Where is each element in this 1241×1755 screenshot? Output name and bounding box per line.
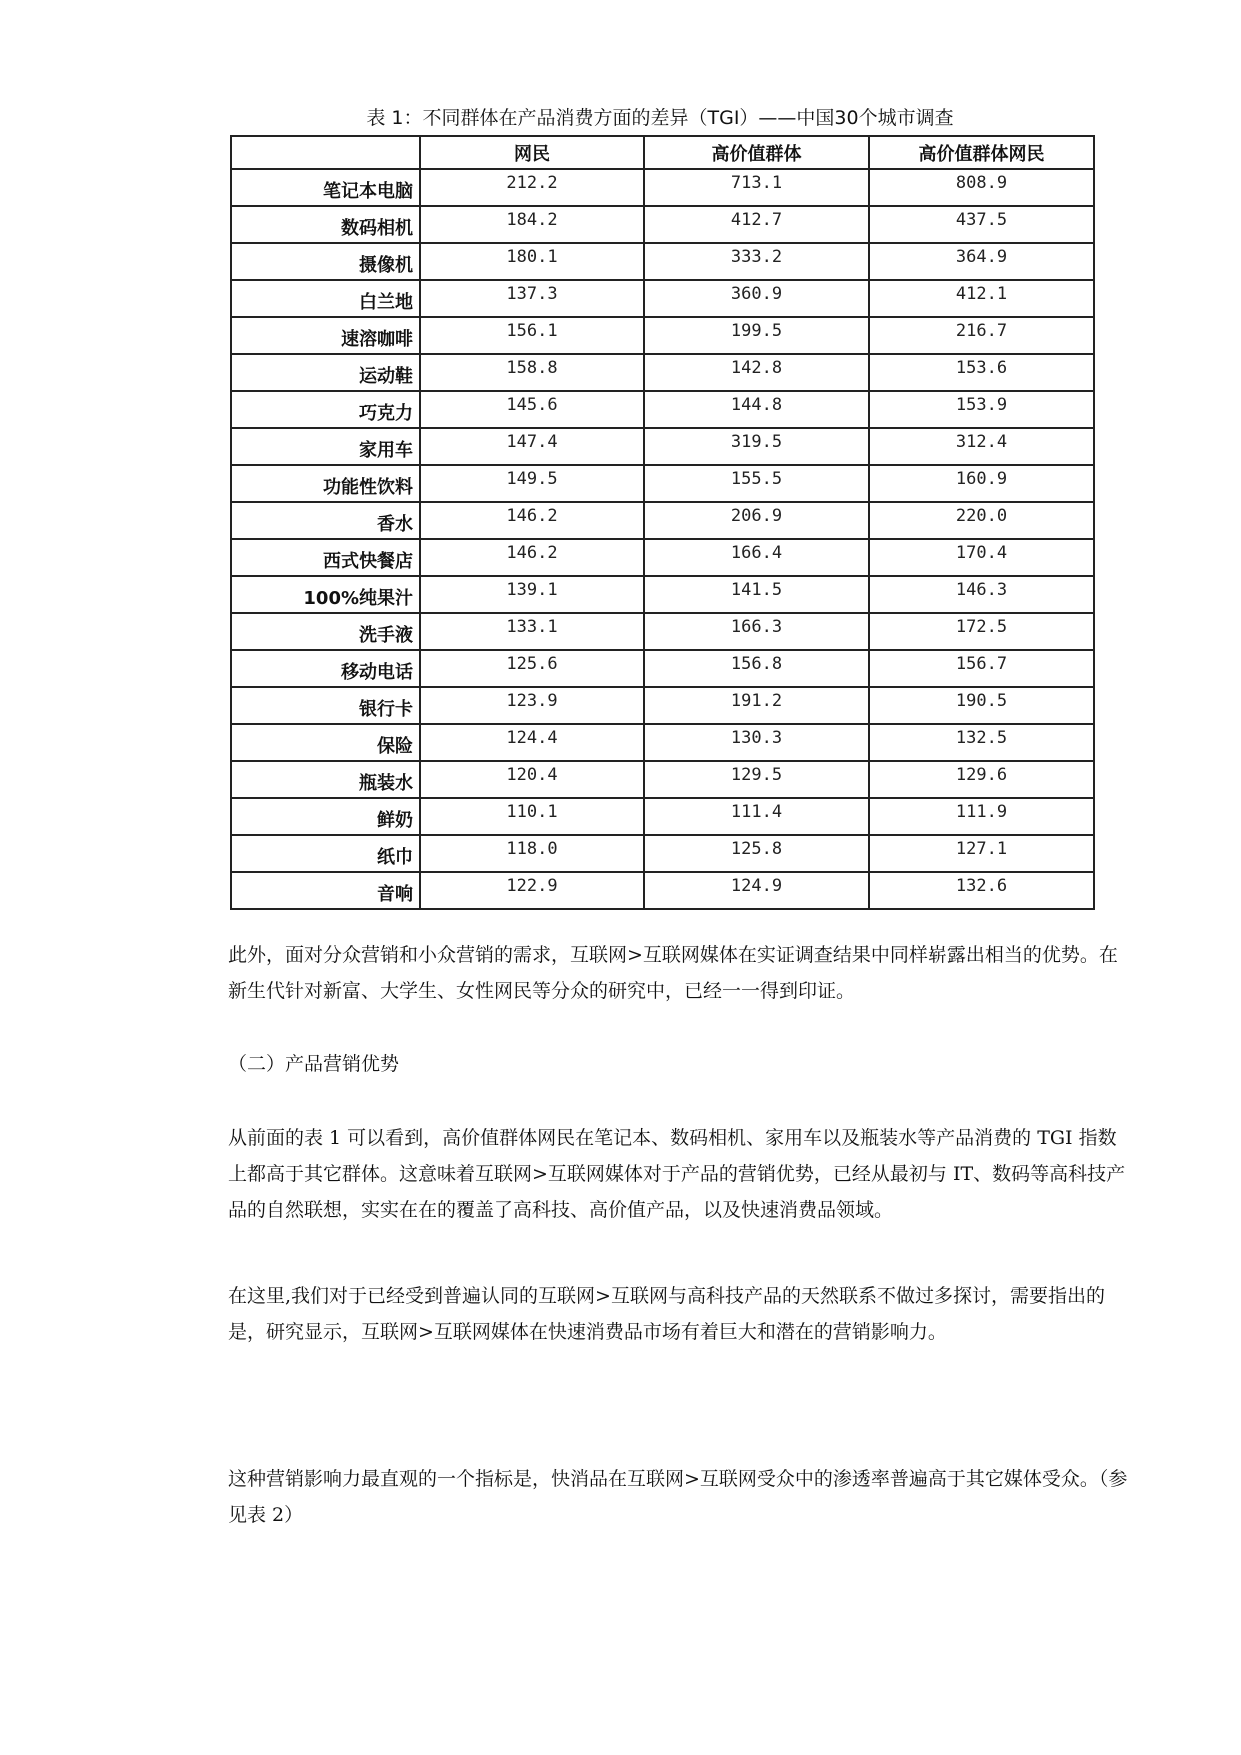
- table-row: [231, 872, 1094, 909]
- paragraph-4: 在这里,我们对于已经受到普遍认同的互联网>互联网与高科技产品的天然联系不做过多探讨，需要指出的是，研究显示，互联网>互联网媒体在快速消费品市场有着巨大和潜在的营销影响力。: [228, 1285, 1105, 1343]
- value-cell: 124.4: [420, 724, 644, 761]
- value-cell: 160.9: [869, 465, 1094, 502]
- value-cell: 156.1: [420, 317, 644, 354]
- value-cell: 808.9: [869, 169, 1094, 206]
- value-cell: 132.6: [869, 872, 1094, 909]
- table-row: [231, 798, 1094, 835]
- value-cell: 158.8: [420, 354, 644, 391]
- value-cell: 137.3: [420, 280, 644, 317]
- value-cell: 145.6: [420, 391, 644, 428]
- value-cell: 191.2: [644, 687, 869, 724]
- paragraph-1: 此外，面对分众营销和小众营销的需求，互联网>互联网媒体在实证调查结果中同样崭露出相当的优势。在新生代针对新富、大学生、女性网民等分众的研究中，已经一一得到印证。: [228, 944, 1118, 1002]
- value-cell: 437.5: [869, 206, 1094, 243]
- value-cell: 149.5: [420, 465, 644, 502]
- table-row: [231, 206, 1094, 243]
- table-row: [231, 724, 1094, 761]
- table-row: [231, 317, 1094, 354]
- row-label-cell: 保险: [231, 724, 420, 761]
- value-cell: 156.8: [644, 650, 869, 687]
- row-label-cell: 西式快餐店: [231, 539, 420, 576]
- value-cell: 125.8: [644, 835, 869, 872]
- value-cell: 333.2: [644, 243, 869, 280]
- value-cell: 146.2: [420, 502, 644, 539]
- value-cell: 713.1: [644, 169, 869, 206]
- table-row: [231, 391, 1094, 428]
- table-row: [231, 613, 1094, 650]
- value-cell: 166.3: [644, 613, 869, 650]
- value-cell: 216.7: [869, 317, 1094, 354]
- value-cell: 155.5: [644, 465, 869, 502]
- value-cell: 146.3: [869, 576, 1094, 613]
- value-cell: 212.2: [420, 169, 644, 206]
- value-cell: 184.2: [420, 206, 644, 243]
- value-cell: 122.9: [420, 872, 644, 909]
- table-row: [231, 687, 1094, 724]
- table-row: [231, 761, 1094, 798]
- value-cell: 141.5: [644, 576, 869, 613]
- row-label-cell: 笔记本电脑: [231, 169, 420, 206]
- value-cell: 125.6: [420, 650, 644, 687]
- value-cell: 412.1: [869, 280, 1094, 317]
- value-cell: 111.4: [644, 798, 869, 835]
- value-cell: 199.5: [644, 317, 869, 354]
- table-row: [231, 539, 1094, 576]
- row-label-cell: 白兰地: [231, 280, 420, 317]
- table-row: [231, 354, 1094, 391]
- header-cell: [231, 136, 420, 169]
- value-cell: 312.4: [869, 428, 1094, 465]
- table-header-row: [231, 136, 1094, 169]
- table-row: [231, 280, 1094, 317]
- table-row: [231, 243, 1094, 280]
- value-cell: 172.5: [869, 613, 1094, 650]
- row-label-cell: 音响: [231, 872, 420, 909]
- row-label-cell: 家用车: [231, 428, 420, 465]
- value-cell: 206.9: [644, 502, 869, 539]
- value-cell: 360.9: [644, 280, 869, 317]
- row-label-cell: 摄像机: [231, 243, 420, 280]
- value-cell: 111.9: [869, 798, 1094, 835]
- value-cell: 144.8: [644, 391, 869, 428]
- table-row: [231, 428, 1094, 465]
- value-cell: 130.3: [644, 724, 869, 761]
- row-label-cell: 鲜奶: [231, 798, 420, 835]
- section-heading: （二）产品营销优势: [228, 1053, 400, 1075]
- value-cell: 153.9: [869, 391, 1094, 428]
- row-label-cell: 银行卡: [231, 687, 420, 724]
- value-cell: 319.5: [644, 428, 869, 465]
- value-cell: 156.7: [869, 650, 1094, 687]
- value-cell: 364.9: [869, 243, 1094, 280]
- row-label-cell: 纸巾: [231, 835, 420, 872]
- value-cell: 139.1: [420, 576, 644, 613]
- value-cell: 118.0: [420, 835, 644, 872]
- row-label-cell: 移动电话: [231, 650, 420, 687]
- value-cell: 124.9: [644, 872, 869, 909]
- value-cell: 220.0: [869, 502, 1094, 539]
- table-title: 表 1：不同群体在产品消费方面的差异（TGI）——中国30个城市调查: [366, 107, 954, 129]
- value-cell: 120.4: [420, 761, 644, 798]
- row-label-cell: 运动鞋: [231, 354, 420, 391]
- table-row: [231, 465, 1094, 502]
- value-cell: 142.8: [644, 354, 869, 391]
- row-label-cell: 速溶咖啡: [231, 317, 420, 354]
- value-cell: 127.1: [869, 835, 1094, 872]
- header-cell: 高价值群体: [644, 136, 869, 169]
- row-label-cell: 100%纯果汁: [231, 576, 420, 613]
- table-row: [231, 169, 1094, 206]
- value-cell: 166.4: [644, 539, 869, 576]
- row-label-cell: 数码相机: [231, 206, 420, 243]
- table-row: [231, 650, 1094, 687]
- paragraph-5: 这种营销影响力最直观的一个指标是，快消品在互联网>互联网受众中的渗透率普遍高于其它媒体受众。（参见表 2）: [228, 1468, 1128, 1526]
- value-cell: 129.6: [869, 761, 1094, 798]
- row-label-cell: 洗手液: [231, 613, 420, 650]
- value-cell: 110.1: [420, 798, 644, 835]
- value-cell: 190.5: [869, 687, 1094, 724]
- value-cell: 133.1: [420, 613, 644, 650]
- row-label-cell: 瓶装水: [231, 761, 420, 798]
- value-cell: 147.4: [420, 428, 644, 465]
- header-cell: 网民: [420, 136, 644, 169]
- value-cell: 123.9: [420, 687, 644, 724]
- value-cell: 132.5: [869, 724, 1094, 761]
- row-label-cell: 巧克力: [231, 391, 420, 428]
- value-cell: 153.6: [869, 354, 1094, 391]
- row-label-cell: 香水: [231, 502, 420, 539]
- table-row: [231, 835, 1094, 872]
- tgi-table: [230, 135, 1095, 910]
- value-cell: 170.4: [869, 539, 1094, 576]
- table-row: [231, 502, 1094, 539]
- table-row: [231, 576, 1094, 613]
- paragraph-3: 从前面的表 1 可以看到，高价值群体网民在笔记本、数码相机、家用车以及瓶装水等产品消费的 TGI 指数上都高于其它群体。这意味着互联网>互联网媒体对于产品的营销优势，已经从最初与 IT、数码等高科技产品的自然联想，实实在在的覆盖了高科技、高价值产品，以及快速消费品领域。: [228, 1127, 1126, 1221]
- value-cell: 180.1: [420, 243, 644, 280]
- row-label-cell: 功能性饮料: [231, 465, 420, 502]
- value-cell: 412.7: [644, 206, 869, 243]
- header-cell: 高价值群体网民: [869, 136, 1094, 169]
- value-cell: 129.5: [644, 761, 869, 798]
- value-cell: 146.2: [420, 539, 644, 576]
